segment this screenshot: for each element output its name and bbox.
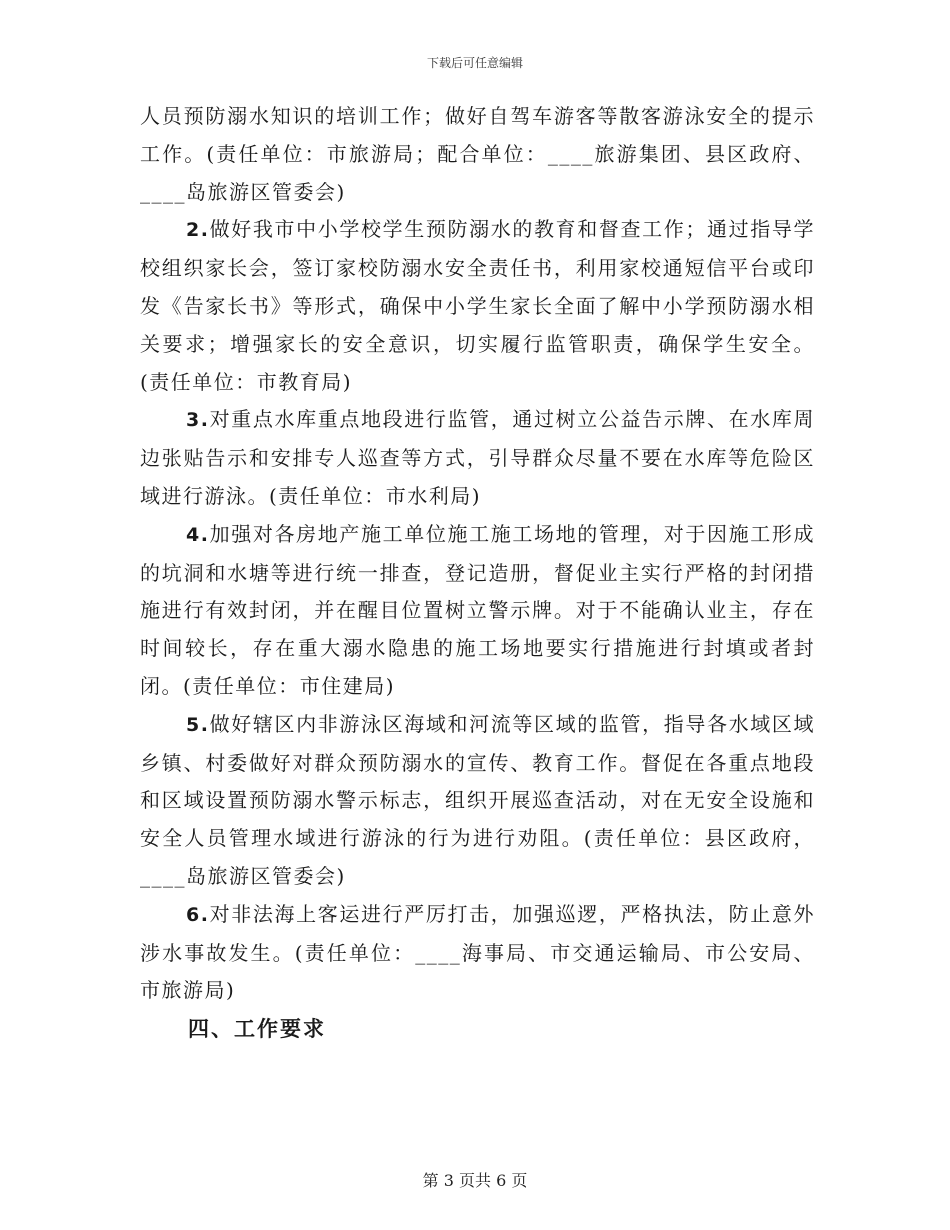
paragraph-item-6	[140, 896, 815, 1010]
paragraph-item-3	[140, 401, 815, 515]
paragraph-item-5	[140, 706, 815, 896]
item-number: 2.	[186, 219, 210, 242]
page-footer: 第 3 页共 6 页	[422, 1171, 528, 1190]
item-number: 3.	[186, 409, 210, 432]
document-body	[140, 98, 815, 1048]
paragraph-text: 做好我市中小学校学生预防溺水的教育和督查工作；通过指导学校组织家长会，签订家校防溺水安全责任书，利用家校通短信平台或印发《告家长书》等形式，确保中小学生家长全面了解中小学预防溺水相关要求；增强家长的安全意识，切实履行监管职责，确保学生安全。(责任单位：市教育局)	[140, 217, 815, 394]
paragraph-continuation	[140, 98, 815, 211]
page-header: 下载后可任意编辑	[426, 56, 523, 70]
paragraph-text: 做好辖区内非游泳区海域和河流等区域的监管，指导各水域区域乡镇、村委做好对群众预防溺水的宣传、教育工作。督促在各重点地段和区域设置预防溺水警示标志，组织开展巡查活动，对在无安全设施和安全人员管理水域进行游泳的行为进行劝阻。(责任单位：县区政府，____岛旅游区管委会)	[140, 711, 815, 888]
item-number: 4.	[186, 523, 210, 546]
paragraph-text: 加强对各房地产施工单位施工施工场地的管理，对于因施工形成的坑洞和水塘等进行统一排查，登记造册，督促业主实行严格的封闭措施进行有效封闭，并在醒目位置树立警示牌。对于不能确认业主，存在时间较长，存在重大溺水隐患的施工场地要实行措施进行封填或者封闭。(责任单位：市住建局)	[140, 521, 815, 698]
paragraph-text: 对非法海上客运进行严厉打击，加强巡逻，严格执法，防止意外涉水事故发生。(责任单位：____海事局、市交通运输局、市公安局、市旅游局)	[140, 901, 815, 1003]
paragraph-text: 人员预防溺水知识的培训工作；做好自驾车游客等散客游泳安全的提示工作。(责任单位：市旅游局；配合单位：____旅游集团、县区政府、____岛旅游区管委会)	[140, 104, 815, 204]
section-heading: 四、工作要求	[188, 1016, 326, 1042]
paragraph-item-4	[140, 516, 815, 706]
paragraph-text: 对重点水库重点地段进行监管，通过树立公益告示牌、在水库周边张贴告示和安排专人巡查等方式，引导群众尽量不要在水库等危险区域进行游泳。(责任单位：市水利局)	[140, 407, 815, 508]
item-number: 6.	[186, 903, 210, 926]
item-number: 5.	[186, 713, 210, 736]
paragraph-item-2	[140, 211, 815, 401]
